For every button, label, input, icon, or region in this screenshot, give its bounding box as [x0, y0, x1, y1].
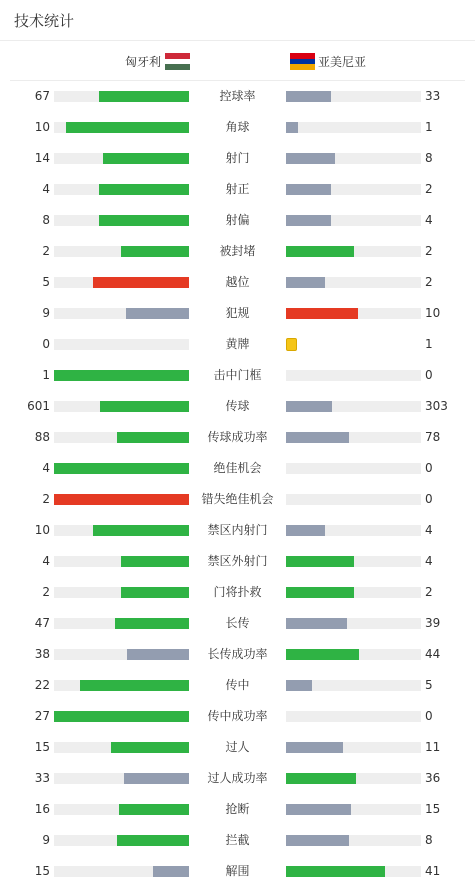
hungary-flag-icon: [165, 53, 190, 70]
home-bar-track: [54, 556, 189, 567]
away-value: 15: [425, 802, 441, 816]
away-bar-track: [286, 525, 421, 536]
stats-header: [0, 0, 475, 41]
home-bar-track: [54, 432, 189, 443]
away-bar-track: [286, 153, 421, 164]
stat-row: [0, 81, 475, 112]
home-bar-track: [54, 649, 189, 660]
away-value: 1: [425, 337, 433, 351]
stat-label: 击中门框: [213, 368, 262, 382]
away-bar-fill: [286, 556, 354, 567]
home-value: 27: [34, 709, 50, 723]
flag-stripe: [165, 64, 190, 70]
home-value: 1: [42, 368, 50, 382]
home-bar-fill: [99, 91, 189, 102]
away-bar-fill: [286, 122, 298, 133]
home-value: 9: [42, 833, 50, 847]
stat-row: [0, 732, 475, 763]
stat-row: [0, 577, 475, 608]
home-value: 10: [34, 120, 50, 134]
stat-row: [0, 422, 475, 453]
stat-label: 长传成功率: [207, 647, 268, 661]
home-bar-fill: [99, 215, 189, 226]
away-value: 2: [425, 182, 433, 196]
away-value: 36: [425, 771, 441, 785]
home-bar-track: [54, 246, 189, 257]
home-bar-track: [54, 463, 189, 474]
away-bar-track: [286, 618, 421, 629]
home-bar-track: [54, 184, 189, 195]
away-bar-fill: [286, 184, 331, 195]
away-bar-track: [286, 184, 421, 195]
stat-label: 绝佳机会: [213, 461, 262, 475]
away-bar-track: [286, 432, 421, 443]
stat-label: 错失绝佳机会: [201, 492, 274, 506]
away-bar-track: [286, 308, 421, 319]
stat-row: [0, 856, 475, 887]
home-team-name: 匈牙利: [125, 55, 162, 69]
home-bar-fill: [121, 587, 189, 598]
home-bar-fill: [54, 463, 189, 474]
home-bar-track: [54, 680, 189, 691]
home-value: 10: [34, 523, 50, 537]
home-bar-track: [54, 525, 189, 536]
page-title: 技术统计: [14, 12, 75, 30]
away-bar-fill: [286, 835, 349, 846]
away-value: 0: [425, 492, 433, 506]
home-value: 601: [27, 399, 50, 413]
home-bar-track: [54, 122, 189, 133]
stat-label: 传球: [225, 399, 250, 413]
home-value: 9: [42, 306, 50, 320]
home-bar-fill: [121, 246, 189, 257]
stat-row: [0, 639, 475, 670]
stat-row: [0, 143, 475, 174]
away-bar-track: [286, 649, 421, 660]
home-bar-track: [54, 308, 189, 319]
home-value: 2: [42, 244, 50, 258]
away-value: 8: [425, 151, 433, 165]
home-bar-track: [54, 835, 189, 846]
armenia-flag-icon: [290, 53, 315, 70]
stat-label: 传中: [225, 678, 250, 692]
home-bar-fill: [93, 525, 189, 536]
home-bar-fill: [93, 277, 189, 288]
away-bar-track: [286, 866, 421, 877]
stat-row: [0, 794, 475, 825]
home-value: 0: [42, 337, 50, 351]
home-bar-track: [54, 153, 189, 164]
stat-row: [0, 360, 475, 391]
away-bar-fill: [286, 91, 331, 102]
stat-row: [0, 701, 475, 732]
away-value: 0: [425, 461, 433, 475]
away-value: 2: [425, 244, 433, 258]
home-bar-fill: [111, 742, 189, 753]
away-value: 1: [425, 120, 433, 134]
away-bar-fill: [286, 649, 359, 660]
home-value: 88: [34, 430, 50, 444]
home-bar-fill: [121, 556, 189, 567]
away-bar-fill: [286, 680, 312, 691]
stat-row: [0, 298, 475, 329]
away-bar-track: [286, 370, 421, 381]
home-value: 15: [34, 740, 50, 754]
home-bar-track: [54, 91, 189, 102]
home-bar-track: [54, 401, 189, 412]
home-bar-fill: [54, 711, 189, 722]
home-bar-fill: [66, 122, 189, 133]
away-value: 2: [425, 275, 433, 289]
away-bar-fill: [286, 246, 354, 257]
home-bar-track: [54, 742, 189, 753]
home-bar-track: [54, 711, 189, 722]
home-value: 2: [42, 585, 50, 599]
stat-label: 抢断: [225, 802, 250, 816]
away-bar-fill: [286, 804, 351, 815]
stat-label: 禁区外射门: [207, 554, 268, 568]
stat-label: 禁区内射门: [207, 523, 268, 537]
home-bar-track: [54, 804, 189, 815]
stat-label: 传中成功率: [207, 709, 268, 723]
away-bar-track: [286, 835, 421, 846]
stat-row: [0, 205, 475, 236]
stat-label: 过人: [225, 740, 250, 754]
home-value: 5: [42, 275, 50, 289]
home-value: 47: [34, 616, 50, 630]
yellow-card-icon: [286, 338, 297, 351]
stat-label: 角球: [225, 120, 250, 134]
stat-row: [0, 670, 475, 701]
stat-label: 犯规: [225, 306, 250, 320]
stat-label: 控球率: [219, 89, 256, 103]
home-value: 16: [34, 802, 50, 816]
home-bar-fill: [126, 308, 189, 319]
away-bar-fill: [286, 525, 325, 536]
away-bar-fill: [286, 432, 349, 443]
away-bar-track: [286, 804, 421, 815]
home-bar-track: [54, 215, 189, 226]
away-bar-track: [286, 463, 421, 474]
away-bar-track: [286, 742, 421, 753]
stat-label: 被封堵: [219, 244, 256, 258]
away-value: 0: [425, 709, 433, 723]
home-value: 2: [42, 492, 50, 506]
home-value: 14: [34, 151, 50, 165]
home-bar-fill: [127, 649, 189, 660]
stat-label: 门将扑救: [213, 585, 262, 599]
away-bar-fill: [286, 773, 356, 784]
stat-label: 拦截: [225, 833, 250, 847]
stat-row: [0, 515, 475, 546]
away-value: 39: [425, 616, 441, 630]
stat-row: [0, 267, 475, 298]
away-value: 2: [425, 585, 433, 599]
stat-row: [0, 174, 475, 205]
home-bar-track: [54, 773, 189, 784]
away-bar-track: [286, 556, 421, 567]
away-bar-track: [286, 277, 421, 288]
home-bar-fill: [100, 401, 189, 412]
away-value: 10: [425, 306, 441, 320]
flag-stripe: [290, 64, 315, 70]
home-value: 4: [42, 554, 50, 568]
stat-row: [0, 453, 475, 484]
home-value: 15: [34, 864, 50, 878]
away-bar-track: [286, 711, 421, 722]
stat-label: 越位: [225, 275, 250, 289]
home-value: 67: [34, 89, 50, 103]
away-bar-track: [286, 773, 421, 784]
away-value: 0: [425, 368, 433, 382]
home-bar-fill: [99, 184, 189, 195]
home-value: 33: [34, 771, 50, 785]
home-bar-fill: [124, 773, 189, 784]
home-bar-fill: [80, 680, 189, 691]
home-bar-track: [54, 370, 189, 381]
home-bar-fill: [115, 618, 189, 629]
stat-row: [0, 391, 475, 422]
away-bar-fill: [286, 277, 325, 288]
stat-label: 射偏: [225, 213, 250, 227]
home-value: 22: [34, 678, 50, 692]
home-bar-fill: [54, 370, 189, 381]
away-bar-fill: [286, 618, 347, 629]
away-bar-track: [286, 587, 421, 598]
away-team-name: 亚美尼亚: [318, 55, 367, 69]
stat-row: [0, 608, 475, 639]
home-bar-track: [54, 494, 189, 505]
home-value: 8: [42, 213, 50, 227]
home-bar-fill: [103, 153, 189, 164]
home-team[interactable]: [125, 42, 190, 81]
stat-row: [0, 112, 475, 143]
home-bar-fill: [117, 432, 189, 443]
away-bar-track: [286, 215, 421, 226]
home-bar-track: [54, 339, 189, 350]
home-bar-track: [54, 587, 189, 598]
stat-label: 射门: [225, 151, 250, 165]
home-bar-track: [54, 277, 189, 288]
away-value: 78: [425, 430, 441, 444]
away-value: 303: [425, 399, 448, 413]
away-bar-track: [286, 494, 421, 505]
home-bar-fill: [119, 804, 189, 815]
away-value: 44: [425, 647, 441, 661]
stat-row: [0, 763, 475, 794]
away-value: 8: [425, 833, 433, 847]
away-bar-track: [286, 401, 421, 412]
away-value: 41: [425, 864, 441, 878]
away-bar-track: [286, 246, 421, 257]
away-value: 4: [425, 213, 433, 227]
away-bar-fill: [286, 587, 354, 598]
stat-row: [0, 825, 475, 856]
away-value: 11: [425, 740, 441, 754]
away-bar-track: [286, 122, 421, 133]
stat-label: 射正: [225, 182, 250, 196]
away-value: 5: [425, 678, 433, 692]
home-value: 38: [34, 647, 50, 661]
home-bar-fill: [153, 866, 189, 877]
stat-label: 长传: [225, 616, 250, 630]
home-value: 4: [42, 461, 50, 475]
home-bar-track: [54, 866, 189, 877]
stat-row: [0, 329, 475, 360]
stat-row: [0, 484, 475, 515]
away-bar-fill: [286, 308, 358, 319]
stat-label: 过人成功率: [207, 771, 268, 785]
home-value: 4: [42, 182, 50, 196]
team-header: [10, 42, 465, 81]
away-team[interactable]: [290, 42, 366, 81]
away-value: 4: [425, 554, 433, 568]
home-bar-fill: [117, 835, 189, 846]
home-bar-track: [54, 618, 189, 629]
away-bar-fill: [286, 401, 332, 412]
stat-label: 传球成功率: [207, 430, 268, 444]
stat-label: 解围: [225, 864, 250, 878]
stat-label: 黄牌: [225, 337, 250, 351]
away-bar-fill: [286, 866, 385, 877]
away-value: 4: [425, 523, 433, 537]
away-bar-fill: [286, 153, 335, 164]
stat-row: [0, 546, 475, 577]
away-bar-track: [286, 91, 421, 102]
stat-row: [0, 236, 475, 267]
away-bar-fill: [286, 742, 343, 753]
away-bar-track: [286, 680, 421, 691]
home-bar-fill: [54, 494, 189, 505]
away-value: 33: [425, 89, 441, 103]
away-bar-fill: [286, 215, 331, 226]
